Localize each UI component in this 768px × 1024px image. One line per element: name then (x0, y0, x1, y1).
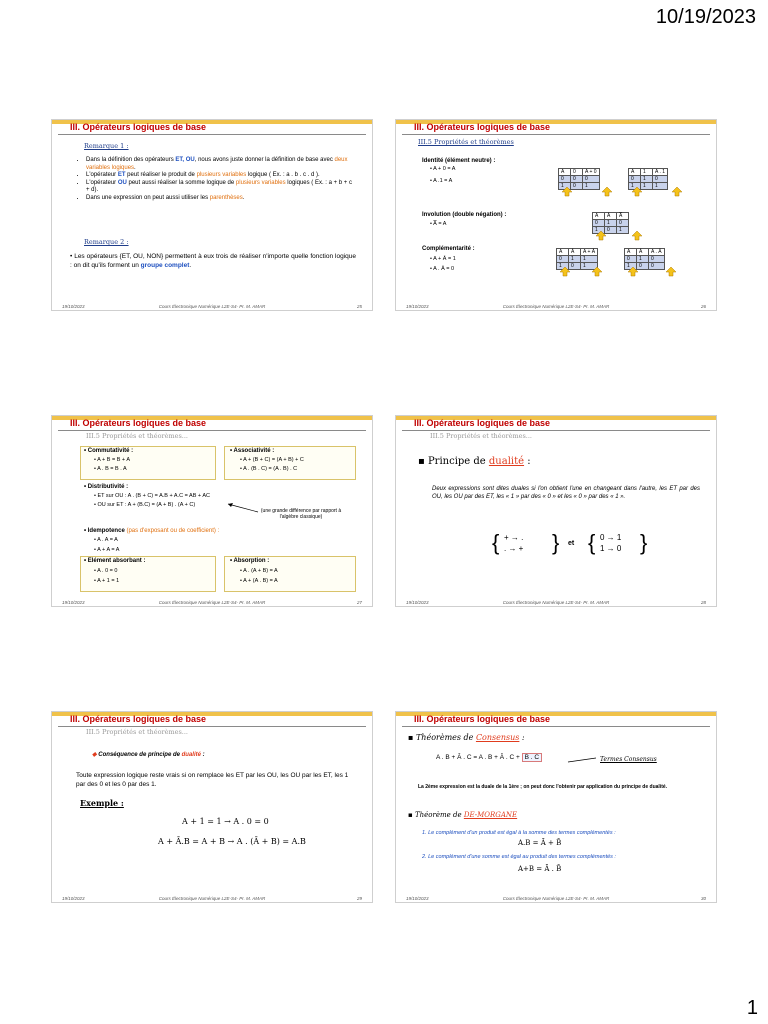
example-2: A + Ā.B = A + B → A . (Ā + B) = A.B (158, 837, 306, 846)
demorgan-rule-1: 1. Le complément d'un produit est égal à la somme des termes complémentés : (422, 830, 616, 836)
duality-map-digits: { 0 → 1 1 → 0 } (588, 530, 648, 555)
slide-title: III. Opérateurs logiques de base (414, 418, 551, 428)
duality-text: Deux expressions sont dites duales si l'on obtient l'une en changeant dans l'autre, les ET par des OU, les OU par des ET, les « 1 » par des « 0 » et les « 0 » par des « 1 ». (432, 486, 700, 500)
slide-27: III. Opérateurs logiques de base III.5 Propriétés et théorèmes... • Commutativité : • A + B = B + A • A . B = B . A • Associativité : • A + (B + C) = (A + B) + C • A . (B . C) = (A . B) . C • Distributivité : • ET sur OU : A . (B + C) = A.B + A.C = AB + AC • OU sur ET : A + (B.C) = (A + B) . (A + C) (une grande différence par rapport à l'algèbre classique) • Idempotence (pas d'exposant ou de coefficient) : • A . A = A • A + A = A • Elément absorbant : • A . 0 = 0 • A + 1 = 1 • Absorption : • A . (A + B) = A • A + (A . B) = A 19/10/2023 Cours Électronique Numérique L2E-S4- Pr. M. AMAR 27 (52, 416, 372, 606)
absorption-heading: • Absorption : (230, 558, 270, 564)
absorption-2: • A + (A . B) = A (240, 578, 278, 584)
remark-2-heading: Remarque 2 : (84, 238, 129, 246)
consensus-heading: ▪ Théorèmes de Consensus : (408, 733, 525, 742)
absorbing-1: • A . 0 = 0 (94, 568, 118, 574)
slide-title: III. Opérateurs logiques de base (70, 122, 207, 132)
idempotence-1: • A . A = A (94, 537, 118, 543)
section-subtitle: III.5 Propriétés et théorèmes... (86, 728, 189, 736)
page-number: 1 (746, 997, 758, 1019)
identity-heading: Identité (élément neutre) : (422, 158, 496, 164)
demorgan-formula-1: A.B = Ā + B̄ (518, 839, 562, 847)
consequence-text: Toute expression logique reste vrais si on remplace les ET par les OU, les OU par les ET, les 1 par des 0 et les 0 par des 1. (76, 772, 349, 788)
absorbing-2: • A + 1 = 1 (94, 578, 120, 584)
duality-heading: ▪ Principe de dualité : (418, 456, 531, 467)
duality-et: et (568, 540, 575, 547)
identity-1: • A + 0 = A (430, 166, 456, 172)
section-subtitle: III.5 Propriétés et théorèmes... (86, 432, 189, 440)
distributivity-note: (une grande différence par rapport à l'algèbre classique) (260, 508, 342, 520)
consensus-formula: A . B + Ā . C = A . B + Ā . C + B . C (436, 754, 542, 762)
distributivity-1: • ET sur OU : A . (B + C) = A.B + A.C = AB + AC (94, 493, 210, 499)
distributivity-2: • OU sur ET : A + (B.C) = (A + B) . (A + C) (94, 502, 196, 508)
remark-bullet-4: • Dans une expression on peut aussi utiliser les parenthèses. (86, 195, 352, 203)
associativity-1: • A + (B + C) = (A + B) + C (240, 457, 304, 463)
idempotence-2: • A + A = A (94, 547, 120, 553)
distributivity-heading: • Distributivité : (84, 484, 129, 490)
truth-table-and-1: A 1 A . 1 0 1 0 1 1 1 (628, 168, 668, 190)
consensus-arrow (396, 712, 716, 902)
header-date: 10/19/2023 (655, 6, 756, 28)
involution-1: • A̿ = A (430, 221, 447, 227)
commutativity-2: • A . B = B . A (94, 466, 127, 472)
slide-title: III. Opérateurs logiques de base (70, 418, 207, 428)
consensus-note: La 2ème expression est la duale de la 1ère ; on peut donc l'obtenir par application du principe de dualité. (418, 784, 668, 790)
remark-1-list (76, 157, 352, 202)
complement-heading: Complémentarité : (422, 246, 475, 252)
slide-26: III. Opérateurs logiques de base III.5 Propriétés et théorèmes Identité (élément neutre) : • A + 0 = A • A .1 = A A 0 A + 0 0 0 0 1 0 1 A 1 A . 1 0 1 0 1 1 1 Involution (double négation) : • A̿ = A A Ā A̿ 0 1 0 1 0 1 Complémentarité : • A + Ā = 1 • A . Ā = 0 A Ā A + Ā 0 1 1 1 0 1 A Ā A . Ā 0 1 0 1 0 0 19/10/2023 Cours Électronique Numérique L2E-S4- Pr. M. AMAR 26 (396, 120, 716, 310)
slide-title: III. Opérateurs logiques de base (414, 122, 551, 132)
remark-1-heading: Remarque 1 : (84, 142, 129, 150)
slide-title: III. Opérateurs logiques de base (70, 714, 207, 724)
truth-table-double-negation: A Ā A̿ 0 1 0 1 0 1 (592, 212, 629, 234)
consequence-heading: ◆ Conséquence de principe de dualité : (92, 752, 205, 758)
remark-bullet-2: • L'opérateur ET peut réaliser le produit de plusieurs variables logique ( Ex. : a . b . c . d ). (86, 172, 352, 180)
remark-bullet-1: • Dans la définition des opérateurs ET, OU, nous avons juste donner la définition de base avec deux variables logiques. (86, 157, 352, 172)
identity-2: • A .1 = A (430, 178, 453, 184)
demorgan-formula-2: A+B = Ā . B̄ (518, 865, 562, 873)
associativity-2: • A . (B . C) = (A . B) . C (240, 466, 298, 472)
duality-map-ops: { + → . . → + } (492, 530, 560, 555)
consensus-terms-label: Termes Consensus (600, 756, 657, 763)
slide-29: III. Opérateurs logiques de base III.5 Propriétés et théorèmes... ◆ Conséquence de principe de dualité : Toute expression logique reste vrais si on remplace les ET par les OU, les OU par les ET, les 1 par des 0 et les 0 par des 1. Exemple : A + 1 = 1 → A . 0 = 0 A + Ā.B = A + B → A . (Ā + B) = A.B 19/10/2023 Cours Électronique Numérique L2E-S4- Pr. M. AMAR 29 (52, 712, 372, 902)
section-subtitle: III.5 Propriétés et théorèmes (418, 138, 514, 146)
commutativity-heading: • Commutativité : (84, 448, 134, 454)
absorbing-heading: • Elément absorbant : (84, 558, 146, 564)
truth-table-and-complement: A Ā A . Ā 0 1 0 1 0 0 (624, 248, 665, 270)
truth-table-or-complement: A Ā A + Ā 0 1 1 1 0 1 (556, 248, 598, 270)
involution-heading: Involution (double négation) : (422, 212, 507, 218)
slide-30: III. Opérateurs logiques de base ▪ Théorèmes de Consensus : A . B + Ā . C = A . B + Ā . C + B . C Termes Consensus La 2ème expression est la duale de la 1ère ; on peut donc l'obtenir par application du principe de dualité. ▪ Théorème de DE-MORGANE 1. Le complément d'un produit est égal à la somme des termes complémentés : A.B = Ā + B̄ 2. Le complément d'une somme est égal au produit des termes complémentés : A+B = Ā . B̄ 19/10/2023 Cours Électronique Numérique L2E-S4- Pr. M. AMAR 30 (396, 712, 716, 902)
result-arrows (396, 120, 716, 310)
remark-2-text: • Les opérateurs {ET, OU, NON} permettent à eux trois de réaliser n'importe quelle fonction logique : on dit qu'ils forment un groupe complet. (70, 253, 356, 269)
associativity-heading: • Associativité : (230, 448, 275, 454)
slide-28: III. Opérateurs logiques de base III.5 Propriétés et théorèmes... ▪ Principe de dualité : Deux expressions sont dites duales si l'on obtient l'une en changeant dans l'autre, les ET par des OU, les OU par des ET, les « 1 » par des « 0 » et les « 0 » par des « 1 ». { + → . . → + } et { 0 → 1 1 → 0 } 19/10/2023 Cours Électronique Numérique L2E-S4- Pr. M. AMAR 28 (396, 416, 716, 606)
complement-1: • A + Ā = 1 (430, 256, 456, 262)
truth-table-or-0: A 0 A + 0 0 0 0 1 0 1 (558, 168, 600, 190)
example-heading: Exemple : (80, 798, 124, 808)
complement-2: • A . Ā = 0 (430, 266, 455, 272)
absorption-1: • A . (A + B) = A (240, 568, 278, 574)
slide-title: III. Opérateurs logiques de base (414, 714, 551, 724)
section-subtitle: III.5 Propriétés et théorèmes... (430, 432, 533, 440)
demorgan-heading: ▪ Théorème de DE-MORGANE (408, 811, 518, 819)
idempotence-heading: • Idempotence (pas d'exposant ou de coefficient) : (84, 528, 220, 534)
example-1: A + 1 = 1 → A . 0 = 0 (182, 817, 269, 826)
remark-bullet-3: • L'opérateur OU peut aussi réaliser la somme logique de plusieurs variables logiques ( Ex. : a + b + c + d). (86, 180, 352, 195)
commutativity-1: • A + B = B + A (94, 457, 131, 463)
demorgan-rule-2: 2. Le complément d'une somme est égal au produit des termes complémentés : (422, 854, 616, 860)
slide-25: III. Opérateurs logiques de base Remarque 1 : • Dans la définition des opérateurs ET, OU, nous avons juste donner la définition de base avec deux variables logiques. • L'opérateur ET peut réaliser le produit de plusieurs variables logique ( Ex. : a . b . c . d ). • L'opérateur OU peut aussi réaliser la somme logique de plusieurs variables logiques ( Ex. : a + b + c + d). • Dans une expression on peut aussi utiliser les parenthèses. Remarque 2 : • Les opérateurs {ET, OU, NON} permettent à eux trois de réaliser n'importe quelle fonction logique : on dit qu'ils forment un groupe complet. 19/10/2023 Cours Électronique Numérique L2E-S4- Pr. M. AMAR 25 (52, 120, 372, 310)
